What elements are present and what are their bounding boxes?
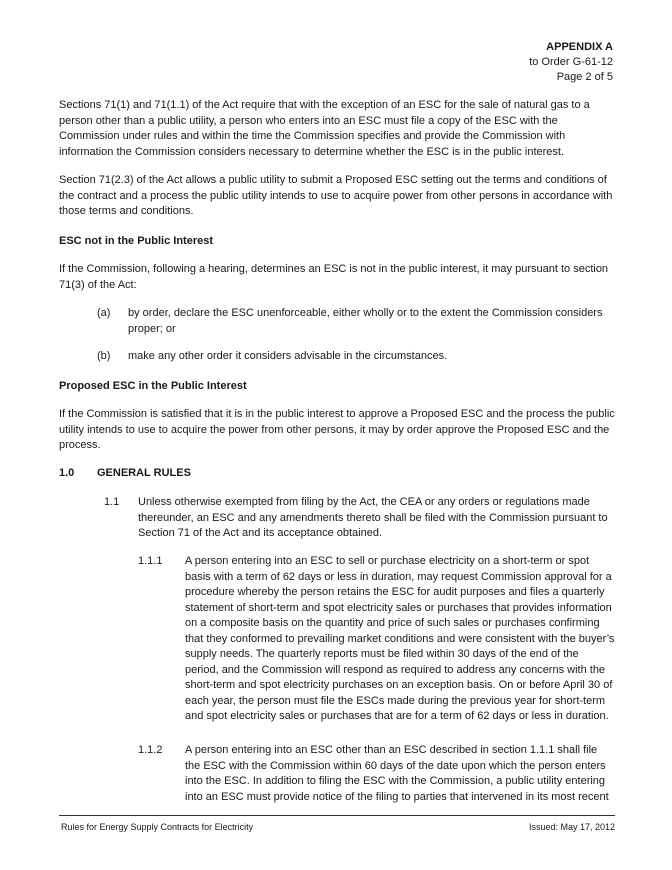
list-label-a: (a) [97, 307, 111, 319]
paragraph-approval: If the Commission is satisfied that it is in the public interest to approve a Proposed ESC and the process the public utility intends to use to acquire the power from other persons, it may by order approve the Proposed ESC and the process. [59, 408, 615, 451]
heading-not-public-interest: ESC not in the Public Interest [59, 235, 214, 247]
paragraph-proposed-esc: Section 71(2.3) of the Act allows a public utility to submit a Proposed ESC setting out the terms and conditions of the contract and a process the public utility intends to use to acquire power from other persons in accordance with those terms and conditions. [59, 174, 613, 217]
list-label-b: (b) [97, 350, 111, 362]
subsection-text: A person entering into an ESC to sell or purchase electricity on a short-term or spot basis with a term of 62 days or less in duration, may request Commission approval for a procedure whereby the person retains the ESC for audit purposes and files a quarterly statement of short-term and spot electricity sales or purchases that provides information on a composite basis on the quantity and price of such sales or purchases confirming that they conformed to prevailing market conditions and were consistent with the buyer’s supply needs. The quarterly reports must be filed within 30 days of the end of the period, and the Commission will respond as required to address any concerns with the short-term and spot electricity purchases on an exception basis. On or before April 30 of each year, the person must file the ESCs made during the previous year for short-term and spot electricity sales or purchases that are for a term of 62 days or less in duration. [185, 555, 615, 722]
appendix-label: APPENDIX A [546, 41, 613, 53]
subsection-text: A person entering into an ESC other than an ESC described in section 1.1.1 shall file the ESC with the Commission within 60 days of the date upon which the person enters into the ESC. In addition to filing the ESC with the Commission, a public utility entering into an ESC must provide notice of the filing to parties that intervened in its most recent [185, 744, 609, 803]
section-title: GENERAL RULES [97, 467, 191, 479]
subsection-number: 1.1.1 [138, 555, 163, 567]
section-number: 1.0 [59, 467, 75, 479]
page-footer [59, 815, 615, 832]
subsection-number: 1.1 [104, 496, 120, 508]
paragraph-filing-requirement: Sections 71(1) and 71(1.1) of the Act require that with the exception of an ESC for the sale of natural gas to a person other than a public utility, a person who enters into an ESC must file a copy of the ESC with the Commission under rules and within the time the Commission specifies and provide the Commission with information the Commission considers necessary to determine whether the ESC is in the public interest. [59, 99, 590, 158]
order-reference: to Order G-61-12 [529, 56, 613, 68]
subsection-text: Unless otherwise exempted from filing by the Act, the CEA or any orders or regulations made thereunder, an ESC and any amendments thereto shall be filed with the Commission pursuant to Section 71 of the Act and its acceptance obtained. [138, 496, 608, 539]
footer-title: Rules for Energy Supply Contracts for Electricity [61, 822, 254, 832]
heading-proposed-public-interest: Proposed ESC in the Public Interest [59, 380, 247, 392]
list-text-b: make any other order it considers advisable in the circumstances. [128, 350, 448, 362]
footer-issued-date: Issued: May 17, 2012 [528, 822, 615, 832]
subsection-number: 1.1.2 [138, 744, 163, 756]
paragraph-hearing: If the Commission, following a hearing, determines an ESC is not in the public interest, it may pursuant to section 71(3) of the Act: [59, 263, 609, 291]
list-text-a: by order, declare the ESC unenforceable, either wholly or to the extent the Commission considers proper; or [128, 307, 603, 335]
page-number: Page 2 of 5 [556, 71, 613, 83]
page-header [529, 40, 613, 85]
